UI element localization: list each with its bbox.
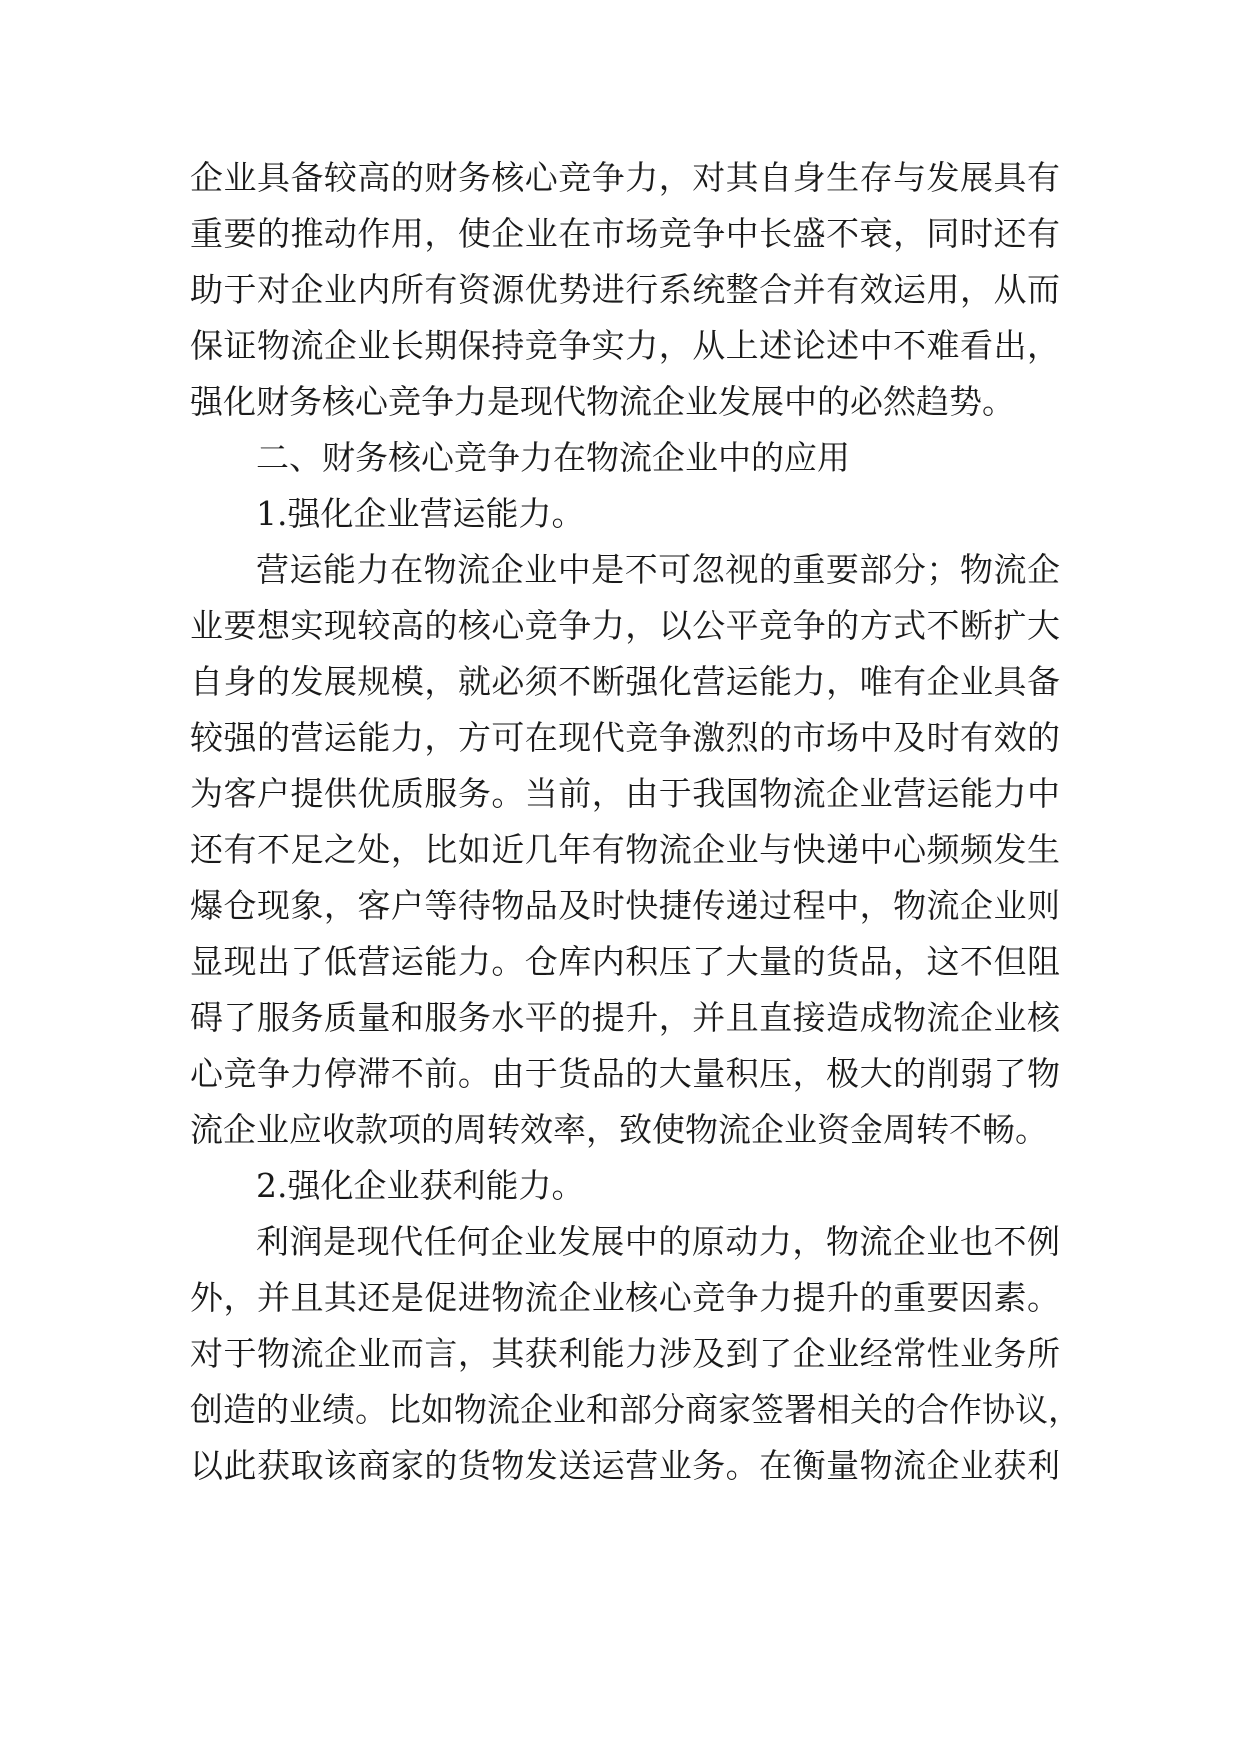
text-line: 外，并且其还是促进物流企业核心竞争力提升的重要因素。 bbox=[190, 1278, 1060, 1317]
text-line: 自身的发展规模，就必须不断强化营运能力，唯有企业具备 bbox=[190, 662, 1060, 701]
text-line: 利润是现代任何企业发展中的原动力，物流企业也不例 bbox=[256, 1222, 1060, 1261]
text-line: 还有不足之处，比如近几年有物流企业与快递中心频频发生 bbox=[190, 830, 1060, 869]
section-heading: 二、财务核心竞争力在物流企业中的应用 bbox=[256, 438, 850, 477]
text-line: 企业具备较高的财务核心竞争力，对其自身生存与发展具有 bbox=[190, 158, 1060, 197]
body-text bbox=[190, 150, 1081, 1494]
text-line: 心竞争力停滞不前。由于货品的大量积压，极大的削弱了物 bbox=[190, 1054, 1060, 1093]
text-line: 显现出了低营运能力。仓库内积压了大量的货品，这不但阻 bbox=[190, 942, 1060, 981]
text-line: 对于物流企业而言，其获利能力涉及到了企业经常性业务所 bbox=[190, 1334, 1060, 1373]
subsection-heading: 2.强化企业获利能力。 bbox=[256, 1166, 585, 1205]
text-line: 业要想实现较高的核心竞争力，以公平竞争的方式不断扩大 bbox=[190, 606, 1060, 645]
text-line: 流企业应收款项的周转效率，致使物流企业资金周转不畅。 bbox=[190, 1110, 1048, 1149]
text-line: 为客户提供优质服务。当前，由于我国物流企业营运能力中 bbox=[190, 774, 1060, 813]
text-line: 助于对企业内所有资源优势进行系统整合并有效运用，从而 bbox=[190, 270, 1060, 309]
subsection-heading: 1.强化企业营运能力。 bbox=[256, 494, 585, 533]
text-line: 营运能力在物流企业中是不可忽视的重要部分；物流企 bbox=[256, 550, 1060, 589]
text-line: 以此获取该商家的货物发送运营业务。在衡量物流企业获利 bbox=[190, 1446, 1060, 1485]
text-line: 强化财务核心竞争力是现代物流企业发展中的必然趋势。 bbox=[190, 382, 1015, 421]
text-line: 较强的营运能力，方可在现代竞争激烈的市场中及时有效的 bbox=[190, 718, 1060, 757]
text-line: 保证物流企业长期保持竞争实力，从上述论述中不难看出， bbox=[190, 326, 1060, 365]
text-line: 爆仓现象，客户等待物品及时快捷传递过程中，物流企业则 bbox=[190, 886, 1060, 925]
text-line: 重要的推动作用，使企业在市场竞争中长盛不衰，同时还有 bbox=[190, 214, 1060, 253]
text-line: 创造的业绩。比如物流企业和部分商家签署相关的合作协议， bbox=[190, 1390, 1081, 1429]
text-line: 碍了服务质量和服务水平的提升，并且直接造成物流企业核 bbox=[190, 998, 1060, 1037]
